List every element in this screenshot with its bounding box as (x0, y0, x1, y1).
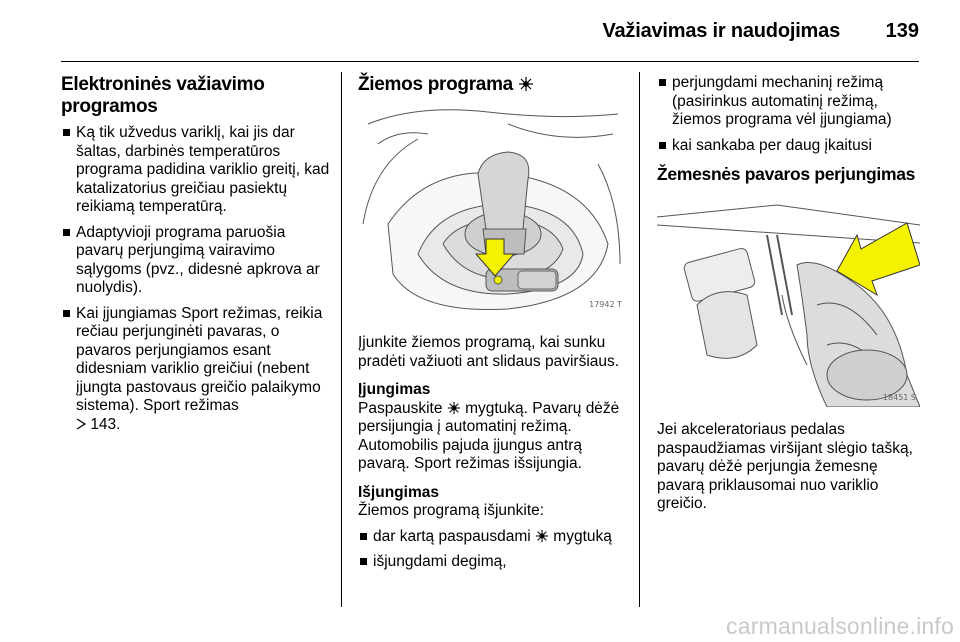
figure-gear-selector (358, 104, 626, 316)
off-list (358, 528, 626, 572)
snowflake-icon (535, 529, 549, 543)
figure-code: 17942 T (589, 299, 622, 309)
intro-text: Įjunkite žiemos programą, kai sunku pradėti važiuoti ant slidaus paviršiaus. (358, 334, 620, 370)
snowflake-icon (447, 401, 461, 415)
column-winter-program (358, 74, 626, 579)
on-text-end: mygtuką. Pavarų dėžė persijungia į automatinį režimą. Automobilis pajuda įjungus antrą pavarą. Sport režimas išsijungia. (358, 399, 620, 472)
list-item (61, 305, 333, 435)
on-text-start: Paspauskite (358, 399, 443, 417)
figure-code: 18451 S (882, 392, 916, 402)
list-item (61, 224, 333, 298)
off-list-continued (657, 74, 925, 155)
bullet-text: Ką tik užvedus variklį, kai jis dar šaltas, darbinės temperatūros programa padidina variklio greitį, kad katalizatorius greičiau pasiektų reikiamą temperatūrą. (76, 124, 330, 215)
reference-arrow-icon (76, 418, 86, 430)
bullet-text: dar kartą paspausdami (373, 527, 531, 545)
bullet-text: kai sankaba per daug įkaitusi (672, 136, 872, 154)
programs-list (61, 124, 333, 434)
list-item (61, 124, 333, 217)
list-item (657, 137, 925, 156)
list-item (657, 74, 925, 130)
column-kickdown (657, 74, 925, 514)
off-intro-text: Žiemos programą išjunkite: (358, 502, 545, 519)
column-divider-1 (341, 72, 342, 607)
section-title-kickdown: Žemesnės pavaros perjungimas (657, 164, 916, 184)
bullet-text: Kai įjungiamas Sport režimas, reikia rečiau perjunginėti pavaras, o pavaros perjungiamos esant didesniam variklio greičiui (nebent įjungta pastovaus greičio palaikymo sistema). Sport režimas (76, 304, 323, 414)
on-instructions (358, 400, 626, 474)
figure-accelerator-pedal (657, 195, 920, 407)
title-text: Žiemos programa (358, 74, 513, 95)
pedal-illustration (657, 195, 920, 407)
kickdown-text: Jei akceleratoriaus pedalas paspaudžiamas viršijant slėgio tašką, pavarų dėžė perjungia žemesnę pavarą priklausomai nuo variklio greičio. (657, 421, 913, 512)
section-title-electronic-programs (61, 74, 333, 118)
bullet-text: Adaptyvioji programa paruošia pavarų perjungimą vairavimo sąlygoms (pvz., didesnė apkrova ar nuolydis). (76, 223, 320, 296)
list-item (358, 528, 626, 547)
subheading-off: Išjungimas (358, 483, 439, 501)
bullet-text: perjungdami mechaninį režimą (pasirinkus automatinį režimą, žiemos programa vėl įjungiama) (672, 74, 892, 128)
watermark: carmanualsonline.info (726, 613, 954, 639)
page-header (0, 0, 960, 62)
section-title-winter-program (358, 74, 626, 96)
column-divider-2 (639, 72, 640, 607)
header-divider (61, 61, 919, 62)
title-line-1: Elektroninės važiavimo (61, 74, 265, 95)
bullet-text: išjungdami degimą, (373, 553, 507, 570)
column-electronic-programs (61, 74, 333, 441)
subheading-on: Įjungimas (358, 381, 431, 398)
bullet-text: mygtuką (553, 527, 612, 545)
chapter-title: Važiavimas ir naudojimas (602, 20, 840, 42)
page-number: 139 (885, 20, 919, 42)
list-item (358, 553, 626, 572)
gear-selector-illustration (358, 104, 626, 316)
snowflake-icon (518, 76, 534, 92)
page-reference-link[interactable]: 143. (90, 415, 121, 433)
title-line-2: programos (61, 96, 158, 117)
